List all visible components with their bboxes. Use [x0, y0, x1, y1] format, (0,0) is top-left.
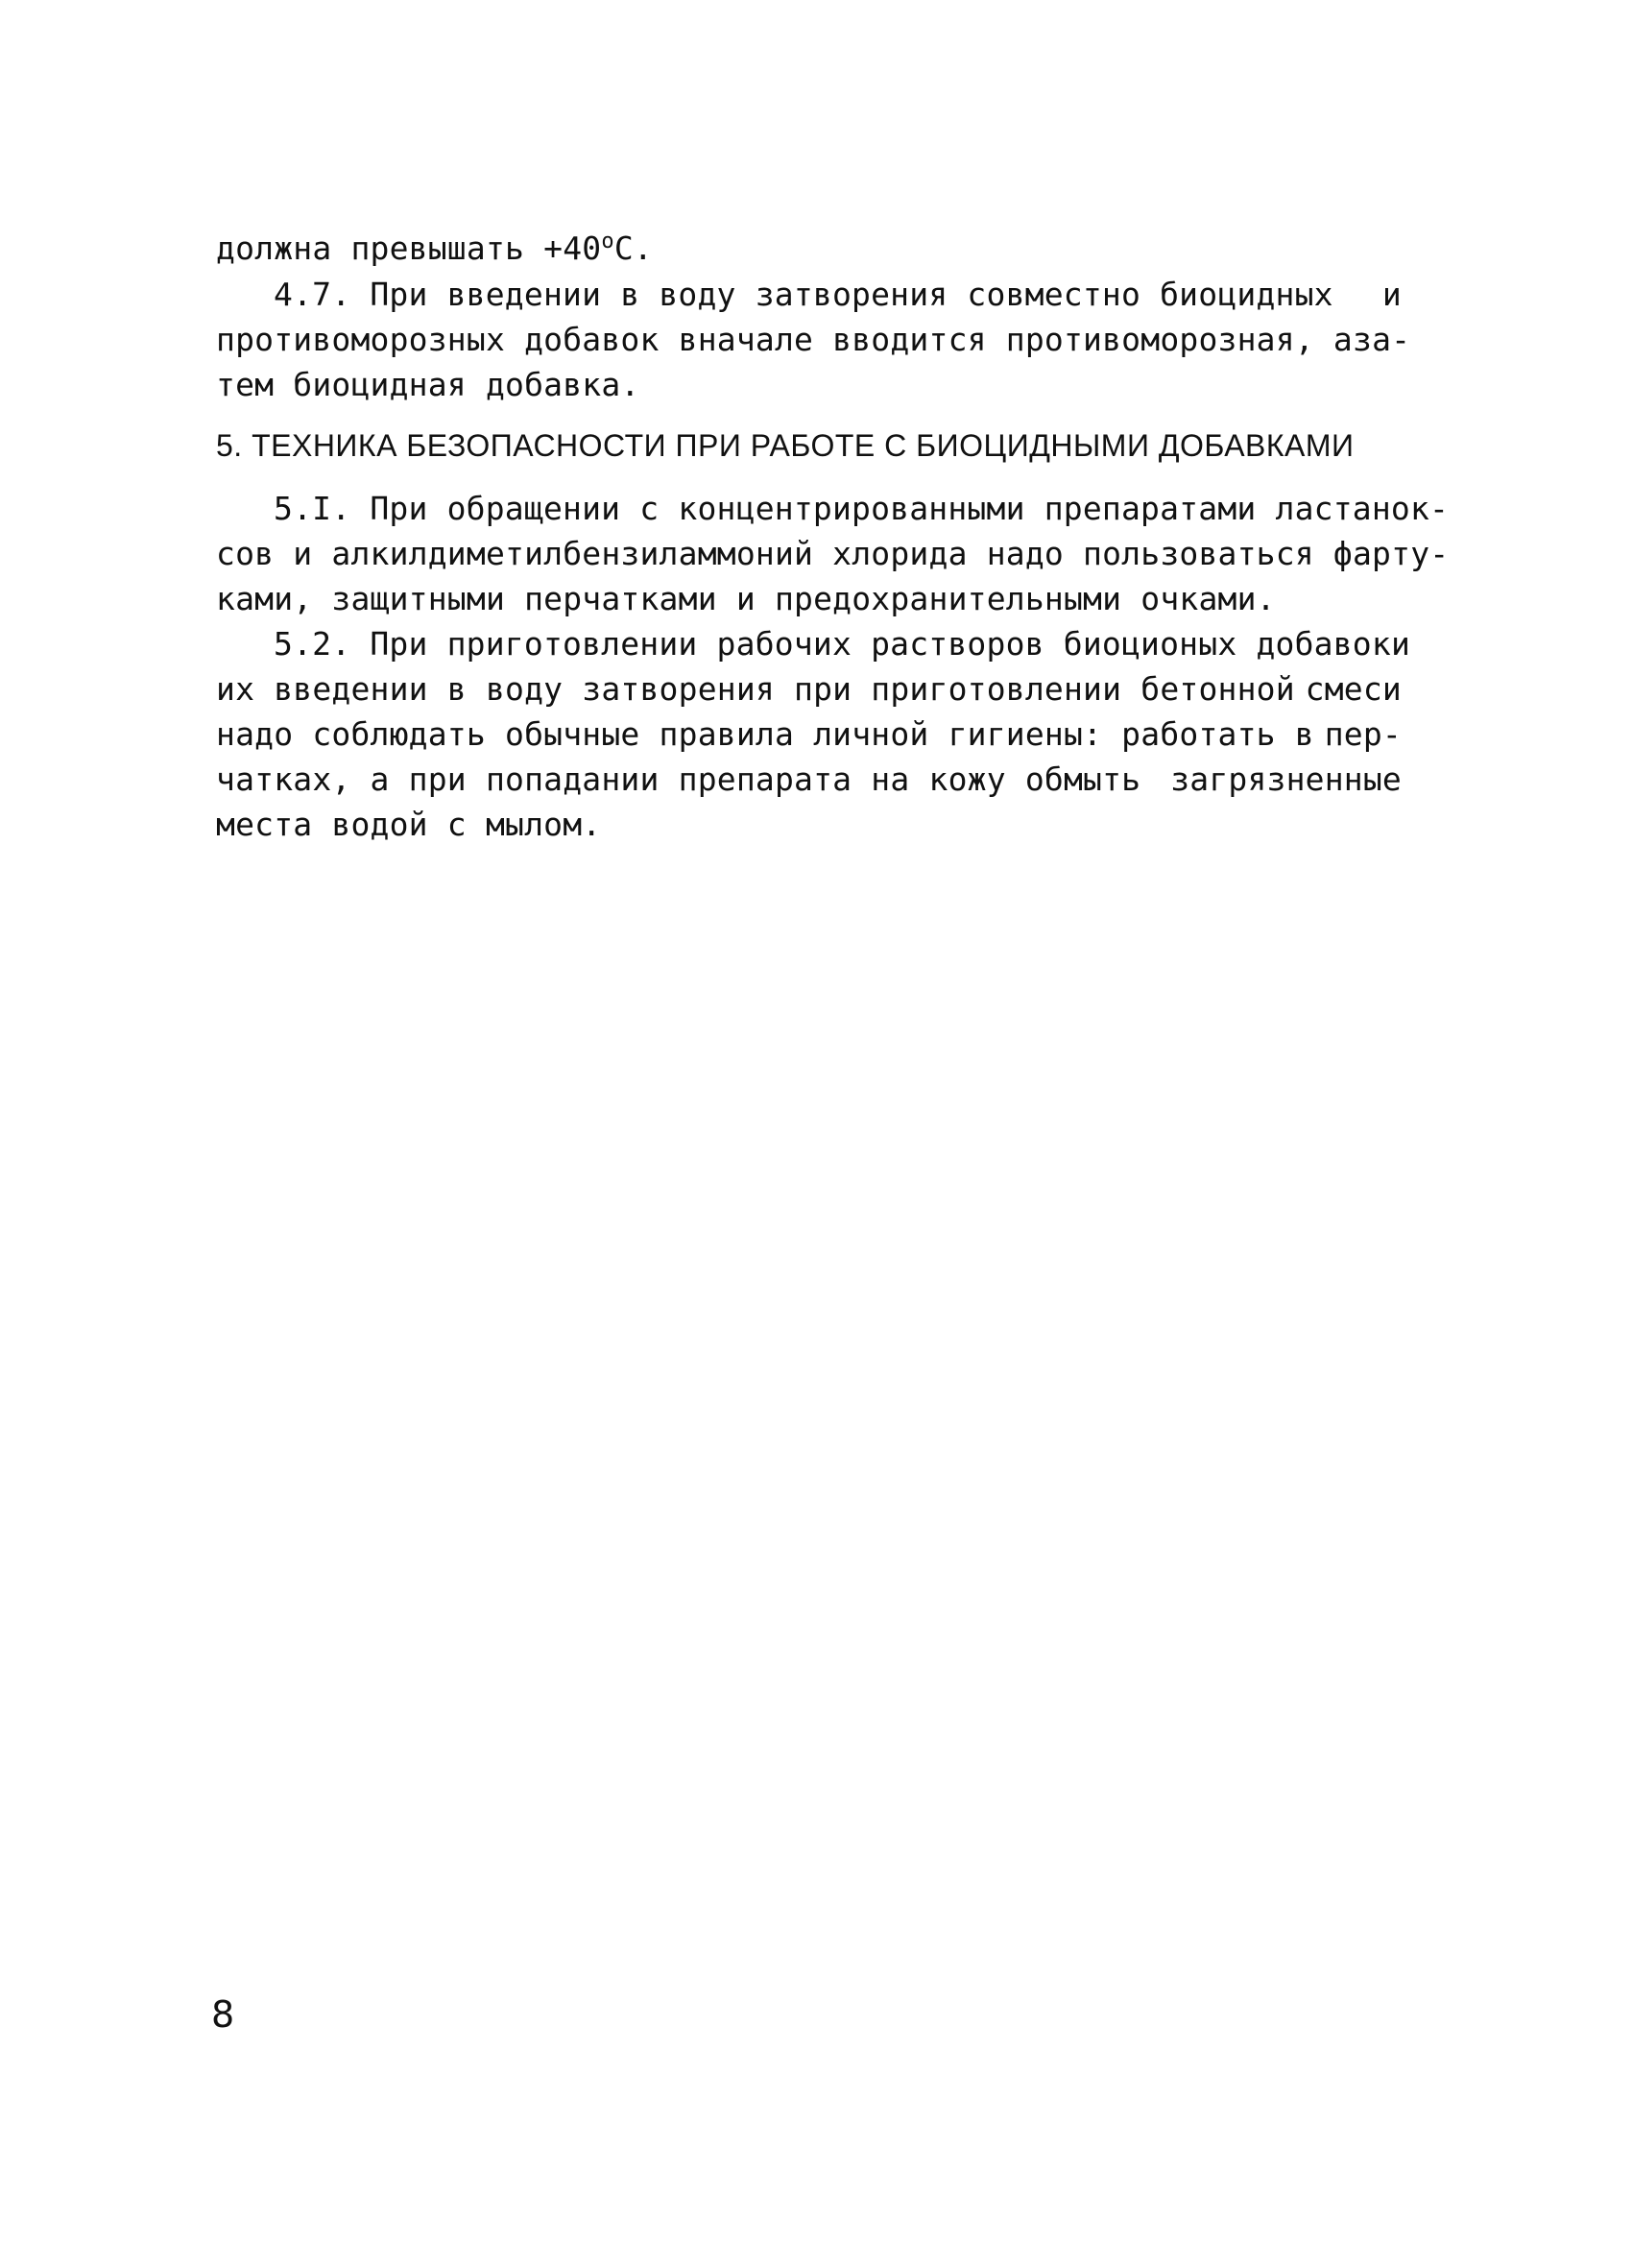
text-segment: пер-	[1324, 715, 1402, 753]
paragraph-5-2-line-4	[216, 758, 1402, 802]
text-segment: С.	[613, 229, 653, 267]
paragraph-5-1-line-1: 5.I. При обращении с концентрированными препаратами ластанок-	[274, 490, 1450, 527]
text-segment: и	[1381, 276, 1402, 313]
text-segment: надо соблюдать обычные правила личной гигиены: работать в	[216, 715, 1314, 753]
paragraph-4-7-line-1	[274, 273, 1402, 317]
text-segment: смеси	[1305, 670, 1402, 708]
text-segment: противоморозных добавок вначале вводится противоморозная, а	[216, 321, 1353, 358]
text-segment: их введении в воду затворения при приготовлении бетонной	[216, 670, 1295, 708]
paragraph-5-2-line-1	[274, 622, 1411, 666]
paragraph-5-2-line-5: места водой с мылом.	[216, 806, 602, 843]
text-segment: 4.7. При введении в воду затворения совместно биоцидных	[274, 276, 1333, 313]
text-segment: и	[1390, 625, 1411, 663]
paragraph-4-7-line-2	[216, 318, 1411, 362]
text-segment: чатках, а при попадании препарата на кожу обмыть	[216, 760, 1141, 798]
text-segment: за-	[1353, 321, 1411, 358]
degree-superscript: о	[601, 229, 614, 253]
section-5-heading: 5. ТЕХНИКА БЕЗОПАСНОСТИ ПРИ РАБОТЕ С БИОЦИДНЫМИ ДОБАВКАМИ	[216, 428, 1355, 463]
text-segment: должна превышать +40	[216, 229, 602, 267]
paragraph-4-7-line-3: тем биоцидная добавка.	[216, 366, 640, 403]
paragraph-5-2-line-3	[216, 712, 1402, 757]
text-segment: 5.2. При приготовлении рабочих растворов биоционых добавок	[274, 625, 1391, 663]
page-number: 8	[211, 1993, 235, 2036]
paragraph-5-2-line-2	[216, 667, 1402, 712]
paragraph-5-1-line-3: ками, защитными перчатками и предохранительными очками.	[216, 580, 1276, 617]
text-segment: загрязненные	[1170, 760, 1402, 798]
text-line-continuation	[216, 227, 653, 271]
paragraph-5-1-line-2: сов и алкилдиметилбензиламмоний хлорида надо пользоваться фарту-	[216, 535, 1450, 572]
